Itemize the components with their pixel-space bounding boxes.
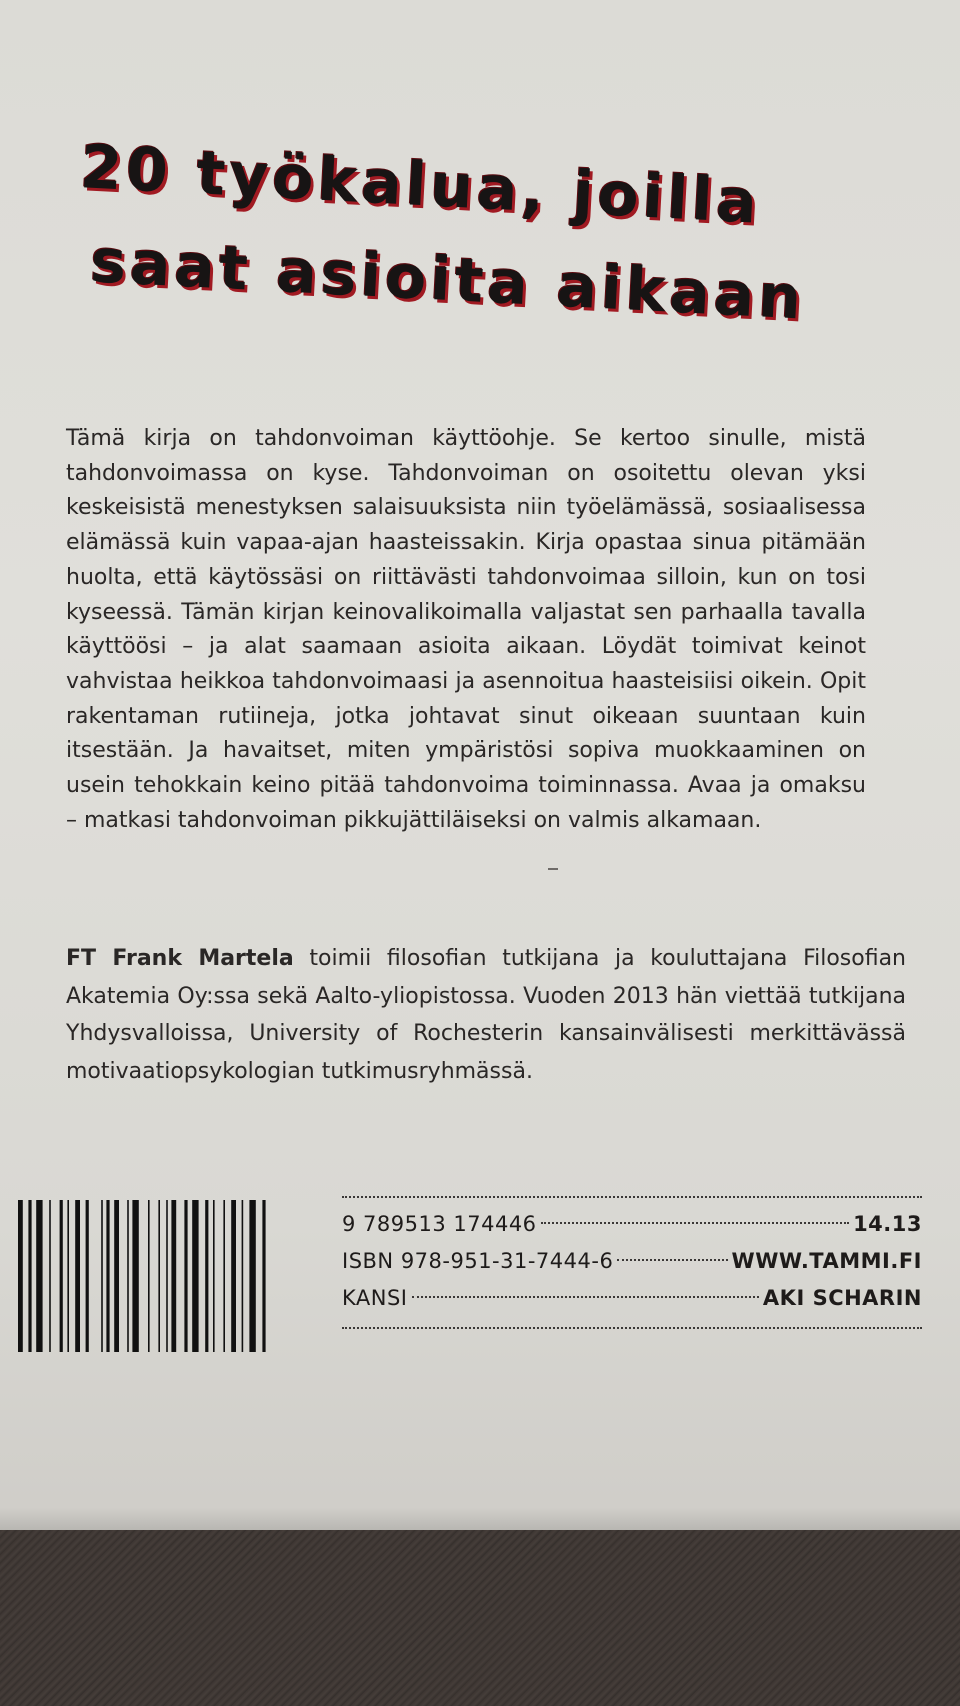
info-row-isbn xyxy=(342,1243,922,1280)
dot-leader xyxy=(541,1222,850,1224)
description-paragraph: Tämä kirja on tahdonvoiman käyttöohje. Se kertoo sinulle, mistä tahdonvoimassa on kyse. Tahdonvoiman on osoitettu olevan yksi keskeisistä menestyksen salaisuuksista niin työelämässä, sosiaalisessa elämässä kuin vapaa-ajan haasteissakin. Kirja opastaa sinua pitämään huolta, että käytössäsi on riittävästi tahdonvoimaa silloin, kun on tosi kyseessä. Tämän kirjan keinovalikoimalla valjastat sen parhaalla tavalla käyttöösi – ja alat saamaan asioita aikaan. Löydät toimivat keinot vahvistaa heikkoa tahdonvoimaasi ja asennoitua haasteisiisi oikein. Opit rakentaman rutiineja, jotka johtavat sinut oikeaan suuntaan kuin itsestään. Ja havaitset, miten ympäristösi sopiva muokkaaminen on usein tehokkain keino pitää tahdonvoima toiminnassa. Avaa ja omaksu – matkasi tahdonvoiman pikkujättiläiseksi on valmis alkamaan. xyxy=(66,426,866,833)
barcode-bar xyxy=(67,1200,69,1352)
barcode-bar xyxy=(28,1200,31,1352)
cover-edge-shadow xyxy=(0,1508,960,1532)
barcode-bar xyxy=(60,1200,63,1352)
info-row-ean xyxy=(342,1206,922,1243)
catalog-code: 14.13 xyxy=(853,1212,922,1236)
dot-leader xyxy=(412,1296,759,1298)
barcode-bar xyxy=(213,1200,215,1352)
barcode-bar xyxy=(249,1200,255,1352)
barcode-bar xyxy=(86,1200,89,1352)
barcode-bar xyxy=(106,1200,109,1352)
title-line-2 xyxy=(89,226,807,333)
info-row-cover xyxy=(342,1280,922,1317)
barcode-bar xyxy=(242,1200,244,1352)
barcode-bar xyxy=(184,1200,187,1352)
publication-info xyxy=(342,1190,922,1329)
dot-leader xyxy=(617,1259,727,1261)
cover-label: KANSI xyxy=(342,1286,408,1310)
barcode-bar xyxy=(192,1200,198,1352)
barcode-bar xyxy=(158,1200,160,1352)
title-word: joilla xyxy=(571,158,763,238)
barcode-bar xyxy=(148,1200,150,1352)
barcode-bar xyxy=(127,1200,129,1352)
ean-number: 9 789513 174446 xyxy=(342,1212,537,1236)
title-word: saat xyxy=(88,226,254,305)
barcode xyxy=(16,1200,298,1352)
section-divider xyxy=(548,868,558,870)
table-surface xyxy=(0,1530,960,1706)
barcode-bar xyxy=(262,1200,265,1352)
barcode-bar xyxy=(205,1200,208,1352)
cover-title xyxy=(70,132,910,360)
cover-designer: AKI SCHARIN xyxy=(762,1286,922,1310)
isbn-number: ISBN 978-951-31-7444-6 xyxy=(342,1249,614,1273)
title-word: aikaan xyxy=(554,250,807,334)
dotted-rule xyxy=(342,1327,922,1329)
barcode-bar xyxy=(231,1200,236,1352)
barcode-bar xyxy=(114,1200,119,1352)
author-bio-text: toimii filosofian tutkijana ja kouluttajana Filosofian Akatemia Oy:ssa sekä Aalto-yliopistossa. Vuoden 2013 hän viettää tutkijana Yhdysvalloissa, University of Rochesterin kansainvälisesti merkittävässä motivaatiopsykologian tutkimusryhmässä. xyxy=(66,946,907,1085)
author-name: FT Frank Martela xyxy=(66,946,294,971)
barcode-bar xyxy=(75,1200,80,1352)
barcode-bar xyxy=(171,1200,176,1352)
publisher-url: WWW.TAMMI.FI xyxy=(731,1249,922,1273)
author-bio xyxy=(66,940,906,1091)
barcode-bar xyxy=(101,1200,103,1352)
title-word: työkalua, xyxy=(194,138,551,227)
barcode-bar xyxy=(49,1200,51,1352)
title-line-1 xyxy=(79,132,763,238)
title-word: 20 xyxy=(78,132,174,207)
dotted-rule xyxy=(342,1196,922,1198)
barcode-bar xyxy=(36,1200,42,1352)
title-word: asioita xyxy=(274,236,534,320)
barcode-bar xyxy=(166,1200,168,1352)
barcode-bar xyxy=(18,1200,23,1352)
barcode-bar xyxy=(132,1200,138,1352)
barcode-bar xyxy=(223,1200,225,1352)
